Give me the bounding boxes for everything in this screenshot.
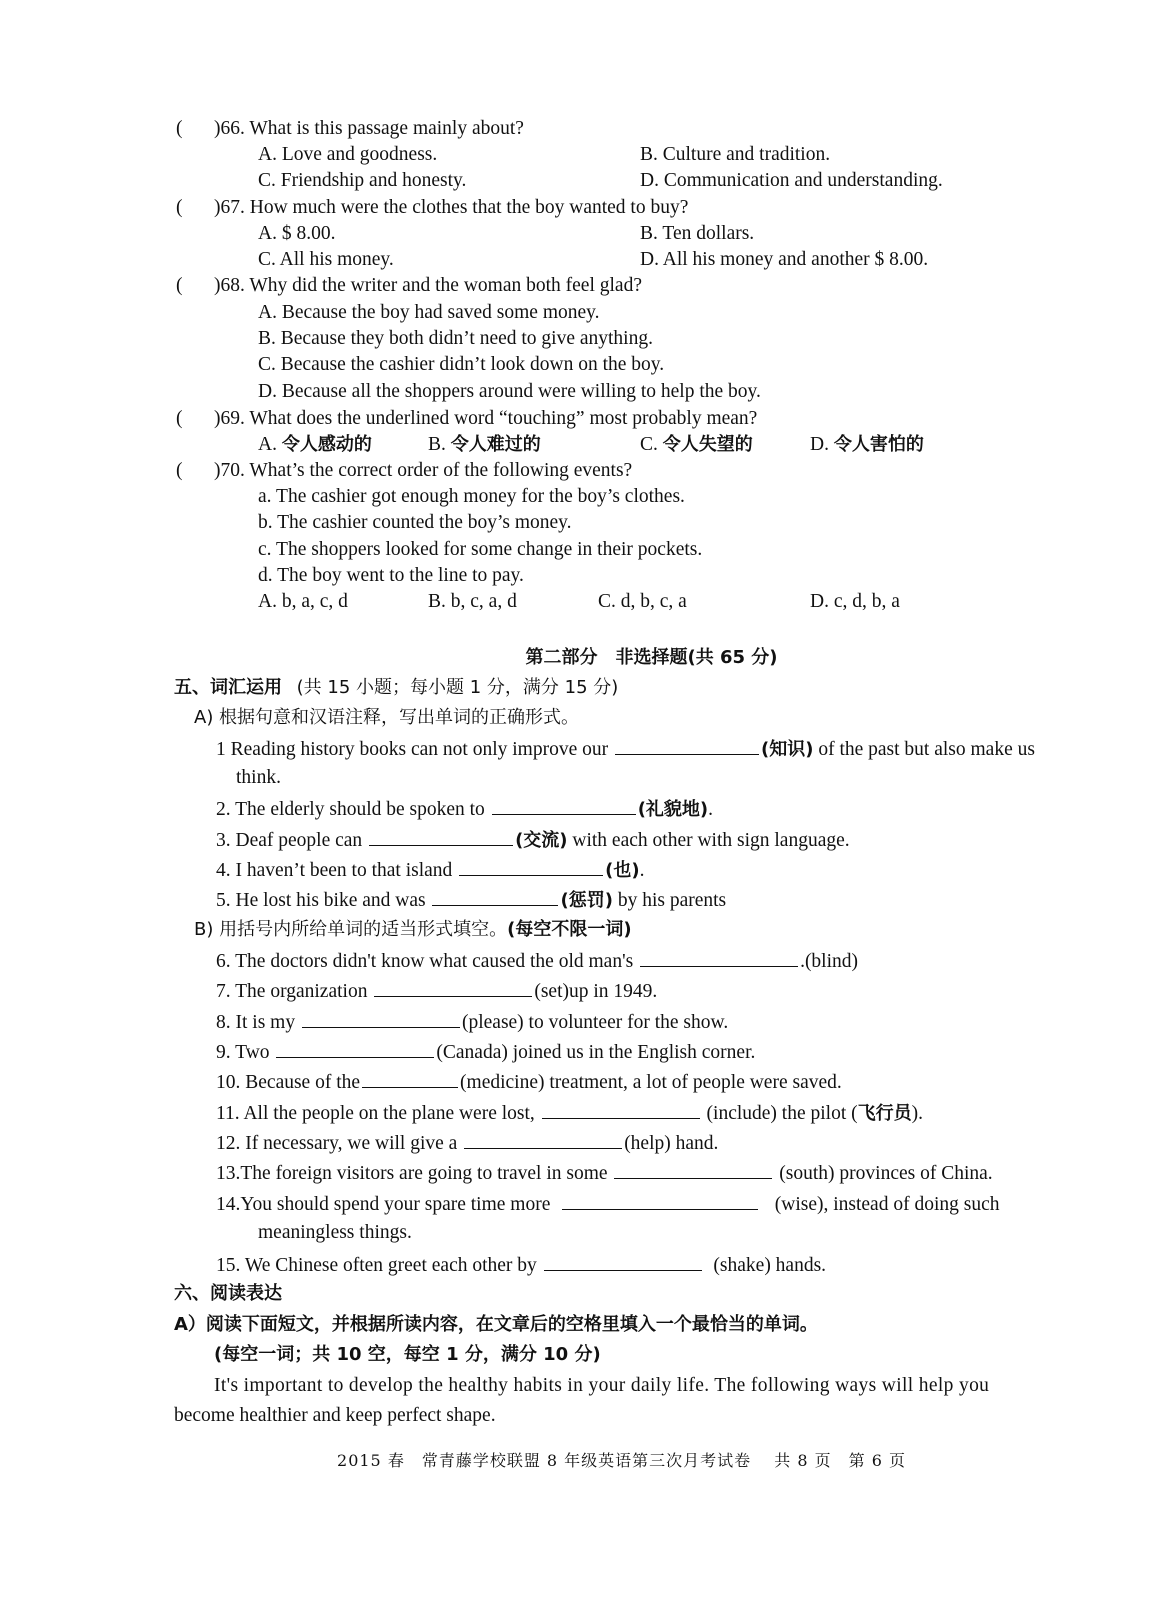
option: C. Friendship and honesty.	[258, 170, 467, 191]
option: C. Because the cashier didn’t look down on the boy.	[258, 354, 665, 375]
answer-blank[interactable]	[302, 1009, 460, 1028]
option	[258, 433, 372, 457]
reading-paragraph-line: It's important to develop the healthy habits in your daily life. The following ways will help you	[214, 1375, 990, 1396]
question-66	[176, 117, 524, 141]
option: D. c, d, b, a	[810, 591, 900, 612]
option: D. Communication and understanding.	[640, 170, 943, 191]
vocab-item-1-continued: think.	[236, 767, 281, 788]
section-six-note: (每空一词；共 10 空，每空 1 分，满分 10 分)	[214, 1344, 601, 1365]
vocab-item-10: 10. Because of the (medicine) treatment, a lot of people were saved.	[216, 1069, 842, 1095]
option: B. Ten dollars.	[640, 223, 755, 244]
part-a-instruction: A) 根据句意和汉语注释，写出单词的正确形式。	[194, 707, 580, 728]
option-letter: B.	[428, 434, 446, 455]
vocab-item-9: 9. Two (Canada) joined us in the English corner.	[216, 1039, 755, 1065]
vocab-item-11: 11. All the people on the plane were lost, (include) the pilot (飞行员).	[216, 1100, 923, 1126]
option: C. d, b, c, a	[598, 591, 687, 612]
question-67	[176, 196, 688, 220]
option-text: 令人感动的	[281, 434, 372, 455]
answer-blank[interactable]	[492, 796, 636, 815]
vocab-item-14-continued: meaningless things.	[258, 1222, 412, 1243]
event-item: b. The cashier counted the boy’s money.	[258, 512, 572, 533]
vocab-item-7: 7. The organization (set)up in 1949.	[216, 978, 657, 1004]
answer-paren: (	[176, 118, 183, 139]
option: A. Love and goodness.	[258, 144, 438, 165]
question-70	[176, 459, 632, 483]
option	[640, 433, 753, 457]
answer-paren: (	[176, 197, 183, 218]
vocab-item-8: 8. It is my (please) to volunteer for the show.	[216, 1009, 728, 1035]
part-two-title: 第二部分 非选择题(共 65 分)	[525, 647, 778, 668]
option: B. Because they both didn’t need to give anything.	[258, 328, 653, 349]
answer-blank[interactable]	[276, 1039, 434, 1058]
answer-paren: (	[176, 275, 183, 296]
answer-blank[interactable]	[542, 1100, 700, 1119]
question-stem: )67. How much were the clothes that the boy wanted to buy?	[214, 197, 689, 218]
question-68	[176, 274, 642, 298]
vocab-item-13: 13.The foreign visitors are going to travel in some (south) provinces of China.	[216, 1160, 993, 1186]
answer-blank[interactable]	[615, 736, 759, 755]
part-b-instruction: B) 用括号内所给单词的适当形式填空。(每空不限一词)	[194, 919, 632, 940]
vocab-item-12: 12. If necessary, we will give a (help) hand.	[216, 1130, 718, 1156]
answer-blank[interactable]	[369, 827, 513, 846]
option	[810, 433, 924, 457]
chinese-hint: (惩罚)	[560, 890, 613, 911]
chinese-hint: (知识)	[761, 739, 814, 760]
page-footer: 2015 春 常青藤学校联盟 8 年级英语第三次月考试卷 共 8 页 第 6 页	[337, 1451, 906, 1470]
section-note: (共 15 小题；每小题 1 分，满分 15 分)	[296, 677, 619, 698]
question-69	[176, 407, 757, 431]
answer-blank[interactable]	[544, 1252, 702, 1271]
option-text: 令人难过的	[450, 434, 541, 455]
option: B. b, c, a, d	[428, 591, 517, 612]
chinese-hint: (交流)	[515, 830, 568, 851]
answer-blank[interactable]	[614, 1160, 772, 1179]
question-stem: )70. What’s the correct order of the following events?	[214, 460, 633, 481]
answer-blank[interactable]	[374, 978, 532, 997]
section-six-part-a: A）阅读下面短文，并根据所读内容，在文章后的空格里填入一个最恰当的单词。	[174, 1314, 818, 1335]
vocab-item-6: 6. The doctors didn't know what caused the old man's .(blind)	[216, 948, 858, 974]
chinese-hint: (礼貌地)	[637, 799, 709, 820]
question-stem: )68. Why did the writer and the woman both feel glad?	[214, 275, 642, 296]
option: D. Because all the shoppers around were willing to help the boy.	[258, 381, 761, 402]
option: A. $ 8.00.	[258, 223, 336, 244]
answer-paren: (	[176, 408, 183, 429]
answer-blank[interactable]	[562, 1191, 758, 1210]
option-letter: C.	[640, 434, 658, 455]
event-item: c. The shoppers looked for some change in their pockets.	[258, 539, 703, 560]
answer-paren: (	[176, 460, 183, 481]
answer-blank[interactable]	[459, 857, 603, 876]
option: B. Culture and tradition.	[640, 144, 831, 165]
vocab-item-3: 3. Deaf people can (交流) with each other with sign language.	[216, 827, 850, 853]
vocab-item-2: 2. The elderly should be spoken to (礼貌地).	[216, 796, 713, 822]
option-text: 令人失望的	[662, 434, 753, 455]
vocab-item-15: 15. We Chinese often greet each other by (shake) hands.	[216, 1252, 826, 1278]
event-item: a. The cashier got enough money for the boy’s clothes.	[258, 486, 685, 507]
section-heading: 五、词汇运用	[174, 677, 282, 698]
option: A. Because the boy had saved some money.	[258, 302, 600, 323]
section-six-heading: 六、阅读表达	[174, 1283, 282, 1304]
option-letter: D.	[810, 434, 829, 455]
question-stem: )69. What does the underlined word “touching” most probably mean?	[214, 408, 758, 429]
section-five-heading	[174, 676, 618, 700]
answer-blank[interactable]	[362, 1069, 458, 1088]
answer-blank[interactable]	[640, 948, 798, 967]
option-text: 令人害怕的	[833, 434, 924, 455]
option: A. b, a, c, d	[258, 591, 348, 612]
reading-paragraph-line: become healthier and keep perfect shape.	[174, 1405, 496, 1426]
option	[428, 433, 541, 457]
option: D. All his money and another $ 8.00.	[640, 249, 929, 270]
answer-blank[interactable]	[432, 887, 558, 906]
vocab-item-14: 14.You should spend your spare time more (wise), instead of doing such	[216, 1191, 1000, 1217]
event-item: d. The boy went to the line to pay.	[258, 565, 524, 586]
answer-blank[interactable]	[464, 1130, 622, 1149]
vocab-item-1: 1 Reading history books can not only improve our (知识) of the past but also make us	[216, 736, 1035, 762]
option: C. All his money.	[258, 249, 394, 270]
vocab-item-4: 4. I haven’t been to that island (也).	[216, 857, 645, 883]
chinese-hint: (也)	[605, 860, 640, 881]
option-letter: A.	[258, 434, 277, 455]
question-stem: )66. What is this passage mainly about?	[214, 118, 524, 139]
vocab-item-5: 5. He lost his bike and was (惩罚) by his parents	[216, 887, 726, 913]
